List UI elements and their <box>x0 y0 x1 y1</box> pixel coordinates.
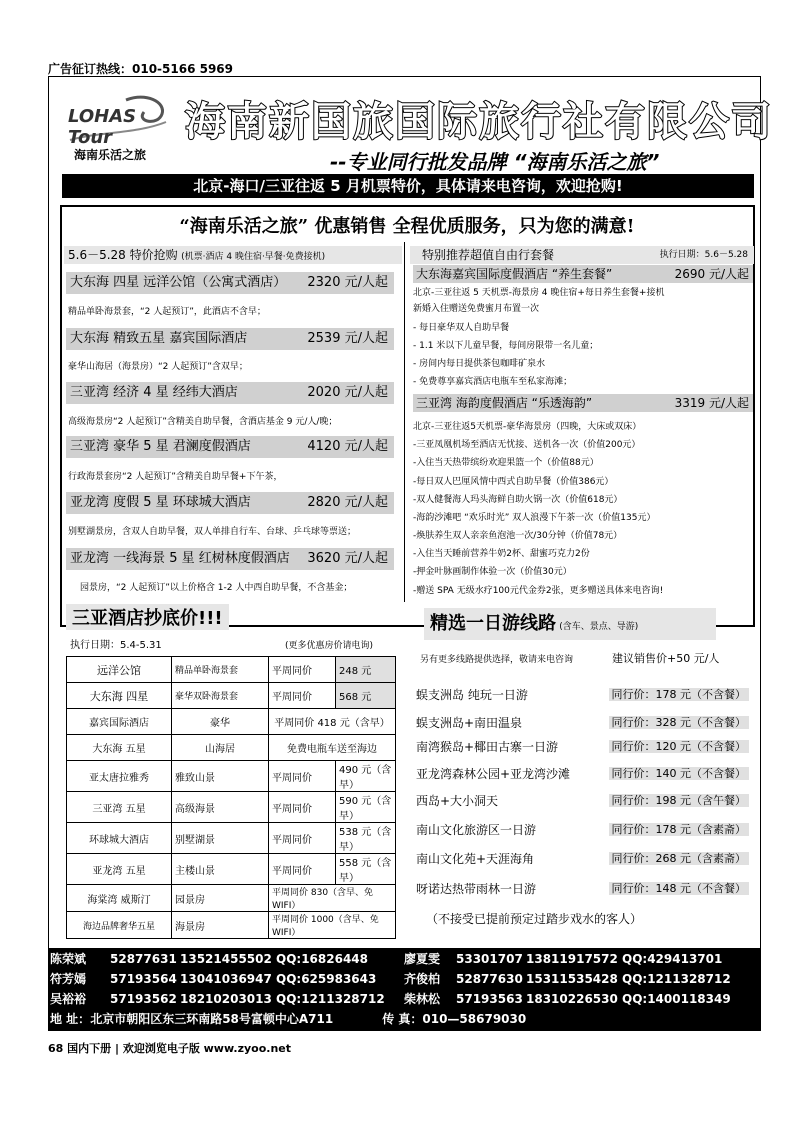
rate-label: 平周同价 <box>269 683 336 709</box>
tour-price: 同行价：268 元（含素斋） <box>609 852 750 865</box>
contact-name: 齐俊柏 <box>404 972 441 986</box>
rate-value: 558 元（含早） <box>336 854 396 885</box>
contact-phone: 53301707 <box>456 952 523 966</box>
hotel-desc: 行政海景套房“2 人起预订”含精美自助早餐+下午茶， <box>68 472 283 482</box>
package-title: 三亚湾 海韵度假酒店 “乐透海韵” <box>416 396 593 410</box>
contact-phone: 52877630 <box>456 972 523 986</box>
contact-mobile: 13811917572 <box>526 952 618 966</box>
slogan: --专业同行批发品牌 “海南乐活之旅” <box>330 150 660 174</box>
table-row <box>67 709 396 735</box>
contact-name: 廖夏雯 <box>404 952 441 966</box>
right-header-date: 执行日期：5.6－5.28 <box>659 250 748 260</box>
table-row <box>67 885 396 912</box>
hotel-name: 大东海 四星 远洋公馆（公寓式酒店） <box>70 275 287 290</box>
hotel-row <box>66 328 394 350</box>
rate-label: 平周同价 <box>269 657 336 683</box>
table-row <box>67 735 396 761</box>
hotel-desc: 精品单卧海景套，“2 人起预订”，此酒店不含早； <box>68 307 266 317</box>
rate-label: 平周同价 <box>269 792 336 823</box>
rate-value: 490 元（含早） <box>336 761 396 792</box>
brand-logo <box>66 92 176 162</box>
logo-subtitle: 海南乐活之旅 <box>74 148 147 162</box>
tour-price: 同行价：328 元（不含餐） <box>609 716 750 729</box>
rate-value: 248 元 <box>336 657 396 683</box>
package-line: -入住当天睡前营养牛奶2杯、甜蜜巧克力2份 <box>413 549 590 559</box>
contact-panel <box>48 948 761 1031</box>
tour-name: 南山文化旅游区一日游 <box>416 823 537 837</box>
contact-mobile: 13041036947 <box>180 972 272 986</box>
room-cell: 雅致山景 <box>172 761 269 792</box>
tour-section-title: 精选一日游线路 <box>430 613 556 634</box>
contact-row <box>50 969 731 989</box>
room-cell: 豪华 <box>172 709 269 735</box>
logo-text: LOHAS Tour <box>68 106 137 148</box>
rate-label: 平周同价 830（含早、免 WIFI） <box>269 885 396 912</box>
tour-row <box>413 763 753 785</box>
room-cell: 园景房 <box>172 885 269 912</box>
hotel-cell: 大东海 四星 <box>67 683 172 709</box>
hotel-price: 2020 元/人起 <box>307 385 388 400</box>
hotel-name: 三亚湾 豪华 5 星 君澜度假酒店 <box>70 439 251 454</box>
rate-label: 平周同价 <box>269 761 336 792</box>
tour-section-sub: 另有更多线路提供选择，敬请来电咨询 <box>420 655 574 665</box>
hotel-cell: 亚龙湾 五星 <box>67 854 172 885</box>
tour-price: 同行价：148 元（不含餐） <box>609 882 750 895</box>
page-footer: 68 国内下册 | 欢迎浏览电子版 www.zyoo.net <box>48 1042 292 1055</box>
left-header-note: (机票·酒店 4 晚住宿·早餐·免费接机) <box>181 252 326 262</box>
tour-section-sub-price: 建议销售价+50 元/人 <box>612 652 720 665</box>
table-row <box>67 854 396 885</box>
tour-name: 蜈支洲岛+南田温泉 <box>416 716 523 730</box>
hotel-cell: 大东海 五星 <box>67 735 172 761</box>
rate-value: 568 元 <box>336 683 396 709</box>
hotel-cell: 海边品牌奢华五星 <box>67 912 172 939</box>
package-price: 2690 元/人起 <box>674 267 749 281</box>
hotel-row <box>66 436 394 458</box>
room-cell: 别墅湖景 <box>172 823 269 854</box>
room-cell: 海景房 <box>172 912 269 939</box>
contact-name: 柴林松 <box>404 992 441 1006</box>
hotel-price: 3620 元/人起 <box>307 551 388 566</box>
room-cell: 豪华双卧海景套 <box>172 683 269 709</box>
package-line: -赠送 SPA 无级水疗100元代金券2张，更多赠送具体来电咨询! <box>413 586 664 596</box>
tour-price: 同行价：140 元（不含餐） <box>609 767 750 780</box>
package-line: 北京-三亚往返5天机票-豪华海景房（四晚，大床或双床） <box>413 422 642 432</box>
contact-name: 陈荣斌 <box>50 952 87 966</box>
contact-mobile: 13521455502 <box>180 952 272 966</box>
hotel-section-title: 三亚酒店抄底价!!! <box>66 604 229 630</box>
address-label: 地 址： <box>50 1012 91 1026</box>
room-cell: 主楼山景 <box>172 854 269 885</box>
hotel-desc: 别墅湖景房，含双人自助早餐，双人单排自行车、台球、乒乓球等票送； <box>68 527 357 537</box>
hotel-cell: 三亚湾 五星 <box>67 792 172 823</box>
hotel-row <box>66 492 394 514</box>
tour-row <box>413 684 753 706</box>
hotel-section-note: (更多优惠房价请电询) <box>285 641 374 651</box>
contact-qq: QQ:625983643 <box>276 972 377 986</box>
package-line: - 免费尊享嘉宾酒店电瓶车至私家海滩； <box>413 377 573 387</box>
package-line: -入住当天热带缤纷欢迎果篮一个（价值88元） <box>413 458 599 468</box>
contact-phone: 52877631 <box>110 952 177 966</box>
column-divider <box>404 242 405 602</box>
promo-title: “海南乐活之旅” 优惠销售 全程优质服务，只为您的满意! <box>179 216 635 237</box>
package-line: -焕肤养生双人亲亲鱼泡池一次/30分钟（价值78元） <box>413 531 623 541</box>
contact-mobile: 15311535428 <box>526 972 618 986</box>
table-row <box>67 792 396 823</box>
contact-phone: 57193563 <box>456 992 523 1006</box>
tour-row <box>413 878 753 900</box>
hotel-cell: 亚太唐拉雅秀 <box>67 761 172 792</box>
contact-name: 符芳嫣 <box>50 972 87 986</box>
hotel-cell: 远洋公馆 <box>67 657 172 683</box>
package-title: 大东海嘉宾国际度假酒店 “养生套餐” <box>416 267 613 281</box>
tour-row <box>413 790 753 812</box>
hotel-row <box>66 548 394 570</box>
rate-label: 平周同价 <box>269 854 336 885</box>
tour-section-header <box>424 608 716 640</box>
hotel-cell: 海棠湾 威斯汀 <box>67 885 172 912</box>
table-row <box>67 761 396 792</box>
ad-hotline: 广告征订热线：010-5166 5969 <box>48 62 234 76</box>
contact-row <box>50 989 731 1009</box>
left-header-text: 5.6－5.28 特价抢购 <box>68 248 178 262</box>
right-header-text: 特别推荐超值自由行套餐 <box>422 248 555 262</box>
tour-name: 呀诺达热带雨林一日游 <box>416 882 537 896</box>
rate-value: 538 元（含早） <box>336 823 396 854</box>
package-line: -海韵沙滩吧 “欢乐时光” 双人浪漫下午茶一次（价值135元） <box>413 513 656 523</box>
table-row <box>67 683 396 709</box>
tour-name: 蜈支洲岛 纯玩一日游 <box>416 688 528 702</box>
contact-mobile: 18210203013 <box>180 992 272 1006</box>
package-price: 3319 元/人起 <box>674 396 749 410</box>
left-header <box>64 246 402 264</box>
hotel-row <box>66 272 394 294</box>
hotel-name: 亚龙湾 度假 5 星 环球城大酒店 <box>70 495 251 510</box>
hotel-price: 2820 元/人起 <box>307 495 388 510</box>
tour-name: 南山文化苑+天涯海角 <box>416 852 535 866</box>
table-row <box>67 657 396 683</box>
package-line: - 1.1 米以下儿童早餐，每间房限带一名儿童； <box>413 341 599 351</box>
contact-qq: QQ:1211328712 <box>276 992 385 1006</box>
hotel-name: 三亚湾 经济 4 星 经纬大酒店 <box>70 385 238 400</box>
contact-name: 吴裕裕 <box>50 992 87 1006</box>
hotel-price-table <box>66 656 396 939</box>
contact-qq: QQ:429413701 <box>622 952 723 966</box>
room-cell: 高级海景 <box>172 792 269 823</box>
right-header <box>410 246 754 264</box>
hotel-row <box>66 382 394 404</box>
contact-phone: 57193564 <box>110 972 177 986</box>
tour-row <box>413 848 753 870</box>
hotel-desc: 豪华山海居（海景房）“2 人起预订”含双早； <box>68 362 248 372</box>
tour-name: 亚龙湾森林公园+亚龙湾沙滩 <box>416 767 571 781</box>
hotel-price: 2539 元/人起 <box>307 331 388 346</box>
room-cell: 山海居 <box>172 735 269 761</box>
contact-phone: 57193562 <box>110 992 177 1006</box>
package-line: -每日双人巴厘风情中西式自助早餐（价值386元） <box>413 477 614 487</box>
package-line: -三亚凤凰机场至酒店无忧接、送机各一次（价值200元） <box>413 440 641 450</box>
hotel-price: 4120 元/人起 <box>307 439 388 454</box>
fax-label: 传 真： <box>382 1012 423 1026</box>
company-name: 海南新国旅国际旅行社有限公司 <box>185 99 773 145</box>
room-cell: 精品单卧海景套 <box>172 657 269 683</box>
rate-value: 590 元（含早） <box>336 792 396 823</box>
package-line: -押金叶脉画制作体验一次（价值30元） <box>413 567 572 577</box>
contact-qq: QQ:1211328712 <box>622 972 731 986</box>
airfare-banner: 北京-海口/三亚往返 5 月机票特价，具体请来电咨询，欢迎抢购! <box>62 174 754 198</box>
table-row <box>67 912 396 939</box>
tour-price: 同行价：178 元（含素斋） <box>609 823 750 836</box>
hotel-price: 2320 元/人起 <box>307 275 388 290</box>
tour-row <box>413 712 753 734</box>
fax-value: 010—58679030 <box>422 1012 527 1026</box>
package-header <box>413 265 753 283</box>
rate-label: 平周同价 1000（含早、免 WIFI） <box>269 912 396 939</box>
rate-label: 平周同价 <box>269 823 336 854</box>
hotel-desc: 园景房，“2 人起预订”以上价格含 1-2 人中西自助早餐，不含基金； <box>80 583 353 593</box>
tour-price: 同行价：198 元（含午餐） <box>609 794 750 807</box>
package-line: - 每日豪华双人自助早餐 <box>413 323 510 333</box>
package-line: 新婚入住赠送免费蜜月布置一次 <box>413 304 540 314</box>
address-value: 北京市朝阳区东三环南路58号富顿中心A711 <box>90 1012 334 1026</box>
table-row <box>67 823 396 854</box>
tour-name: 南湾猴岛+椰田古寨一日游 <box>416 740 559 754</box>
tour-section-note: (含车、景点、导游) <box>559 622 639 632</box>
rate-label: 免费电瓶车送至海边 <box>269 735 396 761</box>
hotel-cell: 嘉宾国际酒店 <box>67 709 172 735</box>
contact-row <box>50 949 722 969</box>
hotel-section-date: 执行日期：5.4-5.31 <box>70 640 162 651</box>
hotel-desc: 高级海景房“2 人起预订”含精美自助早餐，含酒店基金 9 元/人/晚； <box>68 417 338 427</box>
package-line: 北京-三亚往返 5 天机票-海景房 4 晚住宿+每日养生套餐+接机 <box>413 288 665 298</box>
package-line: -双人健餐海人玛头海鲜自助火锅一次（价值618元） <box>413 495 623 505</box>
contact-qq: QQ:16826448 <box>276 952 368 966</box>
package-line: - 房间内每日提供茶包咖啡矿泉水 <box>413 359 546 369</box>
hotel-name: 亚龙湾 一线海景 5 星 红树林度假酒店 <box>70 551 290 566</box>
tour-price: 同行价：120 元（不含餐） <box>609 740 750 753</box>
tour-row <box>413 819 753 841</box>
address-row <box>50 1009 526 1029</box>
hotel-name: 大东海 精致五星 嘉宾国际酒店 <box>70 331 248 346</box>
package-header <box>413 394 753 412</box>
contact-qq: QQ:1400118349 <box>622 992 731 1006</box>
tour-row <box>413 736 753 758</box>
tour-name: 西岛+大小洞天 <box>416 794 499 808</box>
contact-mobile: 18310226530 <box>526 992 618 1006</box>
hotel-cell: 环球城大酒店 <box>67 823 172 854</box>
rate-label: 平周同价 418 元（含早） <box>269 709 396 735</box>
tour-price: 同行价：178 元（不含餐） <box>609 688 750 701</box>
tour-footnote: （不接受已提前预定过踏步戏水的客人） <box>426 912 643 926</box>
